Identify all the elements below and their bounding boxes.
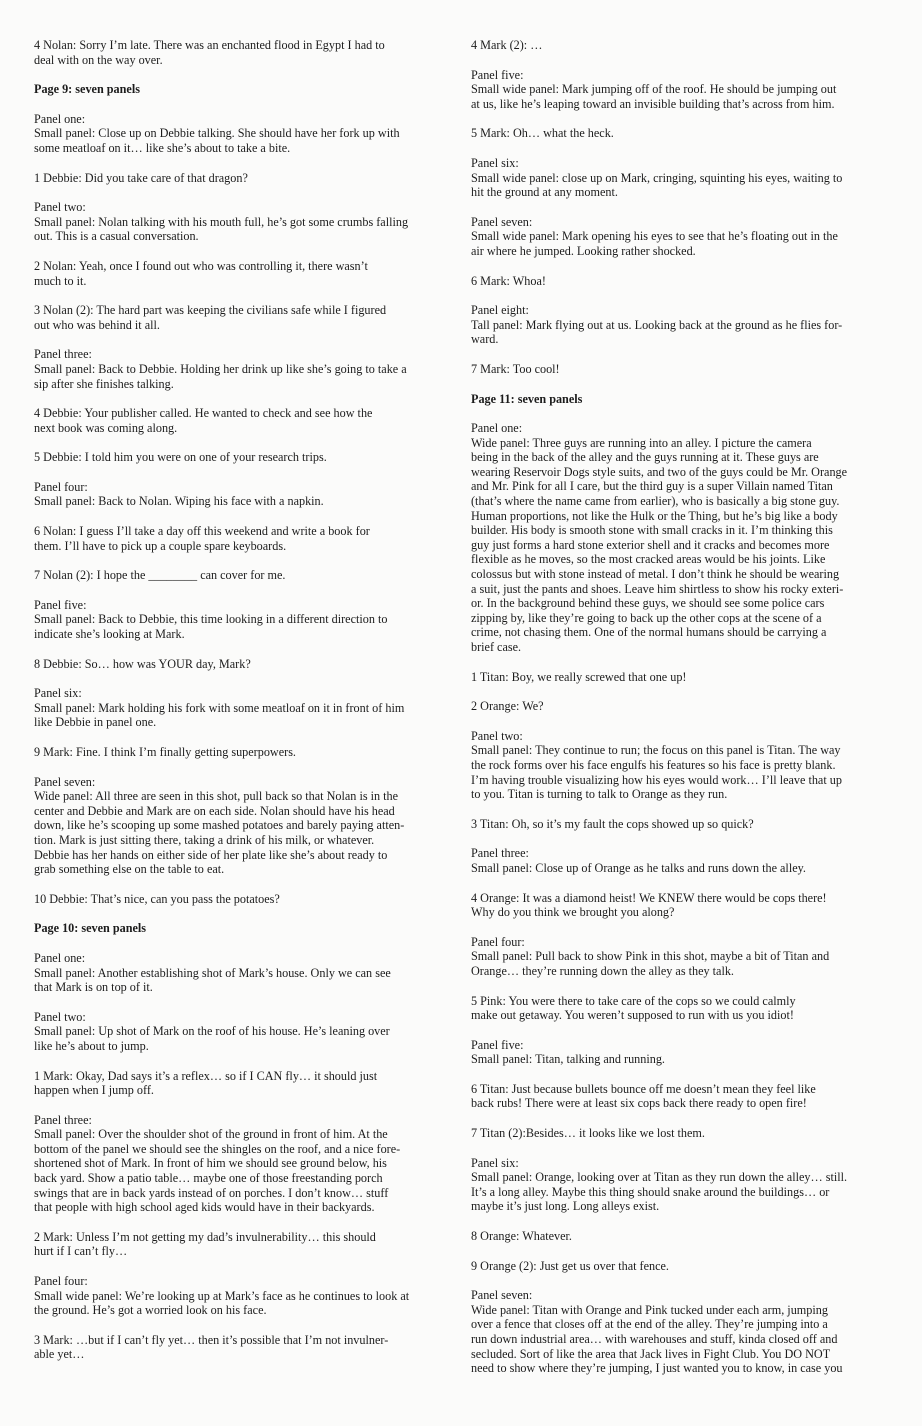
right-column xyxy=(471,38,887,1391)
text-line: 3 Titan: Oh, so it’s my fault the cops showed up so quick? xyxy=(471,816,754,831)
text-line: Small wide panel: close up on Mark, cringing, squinting his eyes, waiting to xyxy=(471,170,843,185)
dialogue-line xyxy=(471,817,887,832)
text-line: 8 Debbie: So… how was YOUR day, Mark? xyxy=(34,656,251,671)
text-line: Page 10: seven panels xyxy=(34,921,147,936)
text-line: Small panel: Another establishing shot of Mark’s house. Only we can see xyxy=(34,965,391,980)
dialogue-line xyxy=(34,1230,450,1259)
text-line: 4 Debbie: Your publisher called. He wanted to check and see how the xyxy=(34,406,373,421)
dialogue-line xyxy=(34,524,450,553)
dialogue-line xyxy=(34,171,450,186)
text-line: indicate she’s looking at Mark. xyxy=(34,627,185,642)
dialogue-line xyxy=(34,657,450,672)
dialogue-line xyxy=(471,670,887,685)
text-line: Page 11: seven panels xyxy=(471,391,583,406)
text-line: to you. Titan is turning to talk to Orange as they run. xyxy=(471,787,728,802)
text-line: or. In the background behind these guys, we should see some police cars xyxy=(471,596,825,611)
text-line: Small panel: They continue to run; the focus on this panel is Titan. The way xyxy=(471,743,841,758)
text-line: Panel three: xyxy=(34,1112,92,1127)
text-line: maybe it’s just long. Long alleys exist. xyxy=(471,1199,660,1214)
dialogue-line xyxy=(34,1069,450,1098)
text-line: some meatloaf on it… like she’s about to take a bite. xyxy=(34,140,291,155)
text-line: Panel two: xyxy=(34,200,86,215)
dialogue-line xyxy=(471,1082,887,1111)
dialogue-line xyxy=(34,406,450,435)
text-line: 6 Mark: Whoa! xyxy=(471,273,546,288)
text-line: guy just forms a hard stone exterior shell and it cracks and becomes more xyxy=(471,537,830,552)
text-line: 10 Debbie: That’s nice, can you pass the potatoes? xyxy=(34,891,280,906)
text-line: the ground. He’s got a worried look on his face. xyxy=(34,1303,267,1318)
text-line: Wide panel: Three guys are running into an alley. I picture the camera xyxy=(471,435,812,450)
text-line: Panel two: xyxy=(34,1009,86,1024)
text-line: ward. xyxy=(471,332,499,347)
text-line: back rubs! There were at least six cops back there ready to open fire! xyxy=(471,1096,807,1111)
text-line: Panel one: xyxy=(34,111,86,126)
text-line: air where he jumped. Looking rather shocked. xyxy=(471,243,696,258)
panel-description xyxy=(471,68,887,112)
text-line: that Mark is on top of it. xyxy=(34,980,153,995)
text-line: bottom of the panel we should see the shingles on the roof, and a nice fore- xyxy=(34,1141,401,1156)
text-line: Orange… they’re running down the alley as they talk. xyxy=(471,963,734,978)
panel-description xyxy=(34,1274,450,1318)
dialogue-line xyxy=(34,450,450,465)
panel-description xyxy=(34,775,450,877)
dialogue-line xyxy=(471,1126,887,1141)
text-line: Small wide panel: Mark opening his eyes to see that he’s floating out in the xyxy=(471,229,838,244)
text-line: builder. His body is smooth stone with small cracks in it. I’m thinking this xyxy=(471,523,833,538)
text-line: hurt if I can’t fly… xyxy=(34,1244,128,1259)
text-line: Panel five: xyxy=(471,1037,524,1052)
text-line: Panel seven: xyxy=(471,214,533,229)
text-line: 5 Mark: Oh… what the heck. xyxy=(471,126,614,141)
text-line: sip after she finishes talking. xyxy=(34,376,174,391)
text-line: 6 Nolan: I guess I’ll take a day off this weekend and write a book for xyxy=(34,524,370,539)
text-line: Why do you think we brought you along? xyxy=(471,905,675,920)
panel-description xyxy=(34,598,450,642)
text-line: I’m having trouble visualizing how his eyes would work… I’ll leave that up xyxy=(471,772,842,787)
text-line: over a fence that closes off at the end of the alley. They’re jumping into a xyxy=(471,1317,828,1332)
panel-description xyxy=(34,480,450,509)
text-line: at us, like he’s leaping toward an invisible building that’s across from him. xyxy=(471,96,835,111)
dialogue-line xyxy=(34,892,450,907)
text-line: out. This is a casual conversation. xyxy=(34,229,199,244)
panel-description xyxy=(471,215,887,259)
text-line: zipping by, like they’re going to back up the other cops at the scene of a xyxy=(471,610,822,625)
text-line: 7 Mark: Too cool! xyxy=(471,361,560,376)
page-heading xyxy=(471,392,887,407)
text-line: Panel two: xyxy=(471,728,523,743)
dialogue-line xyxy=(34,259,450,288)
panel-description xyxy=(471,1288,887,1376)
page-heading xyxy=(34,82,450,97)
panel-description xyxy=(34,347,450,391)
panel-description xyxy=(34,112,450,156)
text-line: Panel one: xyxy=(471,421,523,436)
text-line: being in the back of the alley and the guys running at it. These guys are xyxy=(471,450,819,465)
text-line: 3 Mark: …but if I can’t fly yet… then it’s possible that I’m not invulner- xyxy=(34,1332,389,1347)
text-line: 4 Orange: It was a diamond heist! We KNEW there would be cops there! xyxy=(471,890,827,905)
text-line: Panel seven: xyxy=(471,1288,533,1303)
text-line: wearing Reservoir Dogs style suits, and two of the guys could be Mr. Orange xyxy=(471,464,848,479)
dialogue-line xyxy=(471,1259,887,1274)
text-line: 9 Mark: Fine. I think I’m finally getting superpowers. xyxy=(34,745,296,759)
dialogue-line xyxy=(34,1333,450,1362)
panel-description xyxy=(471,1038,887,1067)
text-line: happen when I jump off. xyxy=(34,1083,154,1098)
text-line: able yet… xyxy=(34,1347,85,1362)
dialogue-line xyxy=(471,126,887,141)
text-line: Small panel: Close up on Debbie talking. She should have her fork up with xyxy=(34,126,400,141)
text-line: a suit, just the pants and shoes. Leave him shirtless to show his rocky exteri- xyxy=(471,581,844,596)
text-line: crime, not chasing them. One of the normal humans should be carrying a xyxy=(471,625,827,640)
text-line: Panel four: xyxy=(34,479,88,494)
dialogue-line xyxy=(471,362,887,377)
text-line: Small panel: Over the shoulder shot of the ground in front of him. At the xyxy=(34,1127,388,1142)
text-line: Panel one: xyxy=(34,950,86,965)
dialogue-line xyxy=(34,568,450,583)
text-line: 5 Debbie: I told him you were on one of your research trips. xyxy=(34,450,327,465)
text-line: Small panel: Titan, talking and running. xyxy=(471,1052,665,1067)
text-line: brief case. xyxy=(471,640,522,654)
text-line: Page 9: seven panels xyxy=(34,82,140,97)
text-line: tion. Mark is just sitting there, taking a drink of his milk, or whatever. xyxy=(34,832,375,847)
text-line: 2 Orange: We? xyxy=(471,699,544,714)
text-line: Wide panel: All three are seen in this shot, pull back so that Nolan is in the xyxy=(34,789,399,804)
text-line: Small panel: Orange, looking over at Titan as they run down the alley… still. xyxy=(471,1170,848,1185)
panel-description xyxy=(471,156,887,200)
text-line: grab something else on the table to eat. xyxy=(34,862,225,877)
text-line: hit the ground at any moment. xyxy=(471,185,618,200)
text-line: 2 Nolan: Yeah, once I found out who was controlling it, there wasn’t xyxy=(34,258,368,273)
text-line: like Debbie in panel one. xyxy=(34,715,157,730)
left-column xyxy=(34,38,450,1377)
text-line: 8 Orange: Whatever. xyxy=(471,1229,572,1244)
panel-description xyxy=(471,846,887,875)
text-line: Small wide panel: Mark jumping off of the roof. He should be jumping out xyxy=(471,82,837,97)
text-line: Panel six: xyxy=(471,1155,519,1170)
text-line: Panel five: xyxy=(471,67,524,82)
text-line: 9 Orange (2): Just get us over that fence. xyxy=(471,1258,669,1273)
text-line: Human proportions, not like the Hulk or the Thing, but he’s big like a body xyxy=(471,508,838,523)
text-line: Small panel: Back to Nolan. Wiping his face with a napkin. xyxy=(34,494,324,509)
dialogue-line xyxy=(471,994,887,1023)
panel-description xyxy=(34,1010,450,1054)
text-line: 4 Mark (2): … xyxy=(471,38,543,52)
text-line: Small wide panel: We’re looking up at Mark’s face as he continues to look at xyxy=(34,1288,410,1303)
text-line: It’s a long alley. Maybe this thing should snake around the buildings… or xyxy=(471,1184,830,1199)
text-line: that people with high school aged kids would have in their backyards. xyxy=(34,1200,375,1215)
text-line: Panel eight: xyxy=(471,303,529,318)
panel-description xyxy=(471,421,887,655)
dialogue-line xyxy=(471,891,887,920)
text-line: Small panel: Nolan talking with his mouth full, he’s got some crumbs falling xyxy=(34,214,409,229)
text-line: Small panel: Pull back to show Pink in this shot, maybe a bit of Titan and xyxy=(471,949,830,964)
text-line: like he’s about to jump. xyxy=(34,1038,149,1053)
text-line: them. I’ll have to pick up a couple spare keyboards. xyxy=(34,538,287,553)
text-line: Panel six: xyxy=(34,686,82,701)
text-line: Debbie has her hands on either side of her plate like she’s about ready to xyxy=(34,847,388,862)
dialogue-line xyxy=(34,38,450,67)
panel-description xyxy=(34,951,450,995)
text-line: 1 Mark: Okay, Dad says it’s a reflex… so if I CAN fly… it should just xyxy=(34,1068,378,1083)
dialogue-line xyxy=(471,1229,887,1244)
text-line: and Mr. Pink for all I care, but the third guy is a super Villain named Titan xyxy=(471,479,833,494)
text-line: 6 Titan: Just because bullets bounce off me doesn’t mean they feel like xyxy=(471,1081,816,1096)
text-line: flexible as he moves, so the most cracked areas would be his joints. Like xyxy=(471,552,826,567)
panel-description xyxy=(471,935,887,979)
text-line: need to show where they’re jumping, I just wanted you to know, in case you xyxy=(471,1361,843,1376)
dialogue-line xyxy=(471,274,887,289)
text-line: 7 Titan (2):Besides… it looks like we lost them. xyxy=(471,1126,705,1141)
text-line: Small panel: Back to Debbie. Holding her drink up like she’s going to take a xyxy=(34,361,407,376)
text-line: Small panel: Back to Debbie, this time looking in a different direction to xyxy=(34,612,388,627)
text-line: 5 Pink: You were there to take care of the cops so we could calmly xyxy=(471,993,796,1008)
panel-description xyxy=(34,200,450,244)
text-line: next book was coming along. xyxy=(34,420,178,435)
text-line: Panel four: xyxy=(34,1274,88,1289)
text-line: Panel four: xyxy=(471,934,525,949)
text-line: Tall panel: Mark flying out at us. Looking back at the ground as he flies for- xyxy=(471,317,843,332)
text-line: colossus but with stone instead of metal. I don’t think he should be wearing xyxy=(471,567,840,582)
panel-description xyxy=(471,303,887,347)
text-line: Panel five: xyxy=(34,597,87,612)
text-line: center and Debbie and Mark are on each side. Nolan should have his head xyxy=(34,803,395,818)
panel-description xyxy=(471,1156,887,1214)
dialogue-line xyxy=(34,745,450,760)
text-line: out who was behind it all. xyxy=(34,317,160,332)
text-line: 7 Nolan (2): I hope the ________ can cover for me. xyxy=(34,568,286,583)
text-line: the rock forms over his face engulfs his features so his face is pretty blank. xyxy=(471,757,836,772)
text-line: secluded. Sort of like the area that Jack lives in Fight Club. You DO NOT xyxy=(471,1346,831,1361)
text-line: swings that are in back yards instead of on porches. I don’t know… stuff xyxy=(34,1185,389,1200)
text-line: deal with on the way over. xyxy=(34,52,163,67)
text-line: Wide panel: Titan with Orange and Pink tucked under each arm, jumping xyxy=(471,1302,828,1317)
text-line: Panel three: xyxy=(34,347,92,362)
page-heading xyxy=(34,921,450,936)
panel-description xyxy=(34,1113,450,1215)
panel-description xyxy=(34,686,450,730)
text-line: down, like he’s scooping up some mashed potatoes and barely paying atten- xyxy=(34,818,405,833)
dialogue-line xyxy=(471,699,887,714)
text-line: Panel seven: xyxy=(34,774,96,789)
text-line: Panel three: xyxy=(471,846,529,861)
text-line: 2 Mark: Unless I’m not getting my dad’s invulnerability… this should xyxy=(34,1229,376,1244)
text-line: (that’s where the name came from earlier), who is basically a big stone guy. xyxy=(471,494,840,509)
dialogue-line xyxy=(34,303,450,332)
text-line: Panel six: xyxy=(471,155,519,170)
text-line: Small panel: Mark holding his fork with some meatloaf on it in front of him xyxy=(34,700,405,715)
text-line: 1 Debbie: Did you take care of that dragon? xyxy=(34,170,248,185)
text-line: Small panel: Close up of Orange as he talks and runs down the alley. xyxy=(471,860,806,875)
text-line: 1 Titan: Boy, we really screwed that one up! xyxy=(471,669,687,684)
text-line: make out getaway. You weren’t supposed to run with us you idiot! xyxy=(471,1008,794,1023)
text-line: run down industrial area… with warehouses and stuff, kinda closed off and xyxy=(471,1332,838,1346)
text-line: much to it. xyxy=(34,273,87,288)
text-line: back yard. Show a patio table… maybe one of those freestanding porch xyxy=(34,1171,383,1186)
text-line: 3 Nolan (2): The hard part was keeping the civilians safe while I figured xyxy=(34,303,387,318)
panel-description xyxy=(471,729,887,802)
text-line: shortened shot of Mark. In front of him we should see ground below, his xyxy=(34,1156,387,1171)
text-line: 4 Nolan: Sorry I’m late. There was an enchanted flood in Egypt I had to xyxy=(34,38,385,52)
text-line: Small panel: Up shot of Mark on the roof of his house. He’s leaning over xyxy=(34,1024,390,1039)
dialogue-line xyxy=(471,38,887,53)
